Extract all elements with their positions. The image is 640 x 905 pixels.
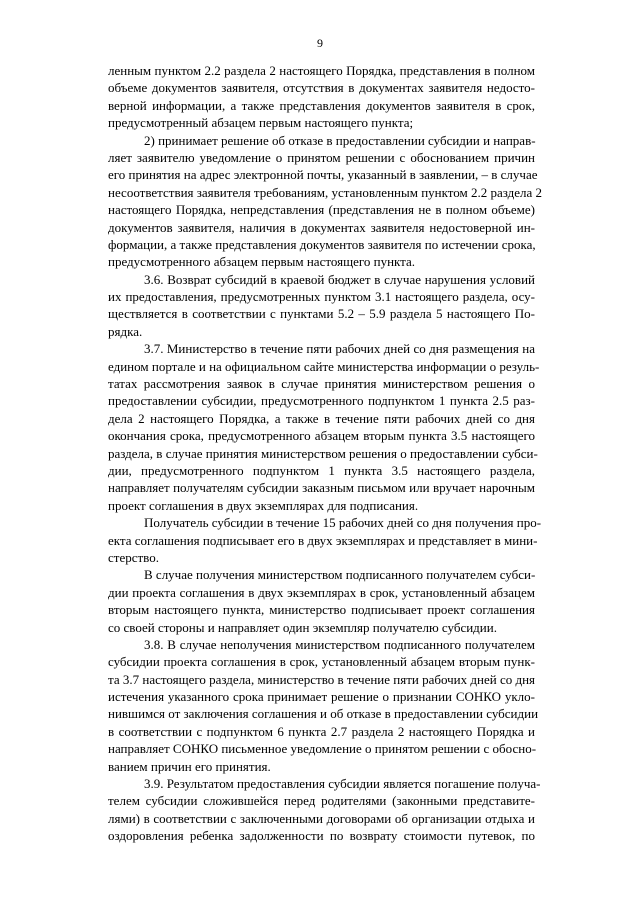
text-line: та 3.7 настоящего раздела, министерство в течение пяти рабочих дней со дня bbox=[108, 671, 536, 687]
text-line: вторым настоящего пункта, министерство подписывает проект соглашения bbox=[108, 602, 535, 618]
text-line: со своей стороны и направляет один экземпляр получателю субсидии. bbox=[108, 619, 497, 635]
text-line: предусмотренный абзацем первым настоящего пункта; bbox=[108, 115, 414, 131]
text-line: екта соглашения подписывает его в двух экземплярах и представляет в мини- bbox=[108, 532, 538, 548]
text-line: направляет получателям субсидии заказным письмом или вручает нарочным bbox=[108, 480, 535, 496]
text-line: раздела, в случае принятия министерством решения о предоставлении субси- bbox=[108, 445, 538, 461]
text-line: ляет заявителю уведомление о принятом решении с обоснованием причин bbox=[108, 149, 535, 165]
text-line: В случае получения министерством подписанного получателем субси- bbox=[144, 567, 536, 583]
text-line: рядка. bbox=[108, 323, 143, 339]
text-line: стерство. bbox=[108, 549, 159, 565]
text-line: дела 2 настоящего Порядка, а также в течение пяти рабочих дней со дня bbox=[108, 410, 535, 426]
text-line: предоставлении субсидии, предусмотренного подпунктом 1 пункта 2.5 раз- bbox=[108, 393, 535, 409]
text-line: 3.8. В случае неполучения министерством подписанного получателем bbox=[144, 636, 535, 652]
text-line: ленным пунктом 2.2 раздела 2 настоящего Порядка, представления в полном bbox=[108, 63, 535, 78]
text-line: документов заявителя, наличия в документах заявителя недостоверной ин- bbox=[108, 219, 535, 235]
text-line: верной информации, а также представления документов заявителя в срок, bbox=[108, 97, 535, 113]
text-line: формации, а также представления документов заявителя по истечении срока, bbox=[108, 236, 536, 252]
text-line: оздоровления ребенка задолженности по возврату стоимости путевок, по bbox=[108, 828, 535, 844]
text-line: истечения указанного срока принимает решение о признании СОНКО укло- bbox=[108, 689, 535, 705]
text-line: настоящего Порядка, непредставления (представления не в полном объеме) bbox=[108, 202, 535, 218]
text-line: лями) в соответствии с заключенными договорами об организации отдыха и bbox=[108, 810, 535, 826]
text-line: субсидии проекта соглашения в срок, установленный абзацем вторым пунк- bbox=[108, 654, 535, 670]
document-body bbox=[108, 62, 543, 845]
text-line: их предоставления, предусмотренных пунктом 3.1 настоящего раздела, осу- bbox=[108, 289, 535, 305]
text-line: дии, предусмотренного подпунктом 1 пункта 3.5 настоящего раздела, bbox=[108, 462, 535, 478]
text-line: проект соглашения в двух экземплярах для подписания. bbox=[108, 497, 419, 513]
text-line: окончания срока, предусмотренного абзацем вторым пункта 3.5 настоящего bbox=[108, 428, 535, 444]
text-line: 2) принимает решение об отказе в предоставлении субсидии и направ- bbox=[144, 132, 536, 148]
page-number: 9 bbox=[317, 36, 323, 50]
text-line: татах рассмотрения заявок в случае принятия министерством решения о bbox=[108, 376, 535, 392]
text-line: 3.6. Возврат субсидий в краевой бюджет в случае нарушения условий bbox=[144, 271, 535, 287]
text-line: объеме документов заявителя, отсутствия в документах заявителя недосто- bbox=[108, 80, 535, 96]
text-line: 3.7. Министерство в течение пяти рабочих дней со дня размещения на bbox=[144, 341, 535, 357]
text-line: нившимся от заключения соглашения и об отказе в предоставлении субсидии bbox=[108, 706, 539, 722]
text-line: его принятия на адрес электронной почты, указанный в заявлении, – в случае bbox=[108, 167, 538, 183]
text-line: едином портале и на официальном сайте министерства информации о резуль- bbox=[108, 358, 540, 374]
text-line: ществляется в соответствии с пунктами 5.2 – 5.9 раздела 5 настоящего По- bbox=[108, 306, 535, 322]
text-line: дии проекта соглашения в двух экземплярах в срок, установленный абзацем bbox=[108, 584, 535, 600]
text-line: телем субсидии сложившейся перед родителями (законными представите- bbox=[108, 793, 535, 809]
text-line: Получатель субсидии в течение 15 рабочих дней со дня получения про- bbox=[144, 515, 542, 531]
text-line: несоответствия заявителя требованиям, установленным пунктом 2.2 раздела 2 bbox=[108, 184, 543, 200]
text-line: 3.9. Результатом предоставления субсидии является погашение получа- bbox=[144, 776, 541, 792]
text-line: в соответствии с подпунктом 6 пункта 2.7 раздела 2 настоящего Порядка и bbox=[108, 723, 535, 739]
text-line: направляет СОНКО письменное уведомление о принятом решении с обосно- bbox=[108, 741, 537, 757]
text-line: ванием причин его принятия. bbox=[108, 758, 271, 774]
text-line: предусмотренного абзацем первым настоящего пункта. bbox=[108, 254, 416, 270]
